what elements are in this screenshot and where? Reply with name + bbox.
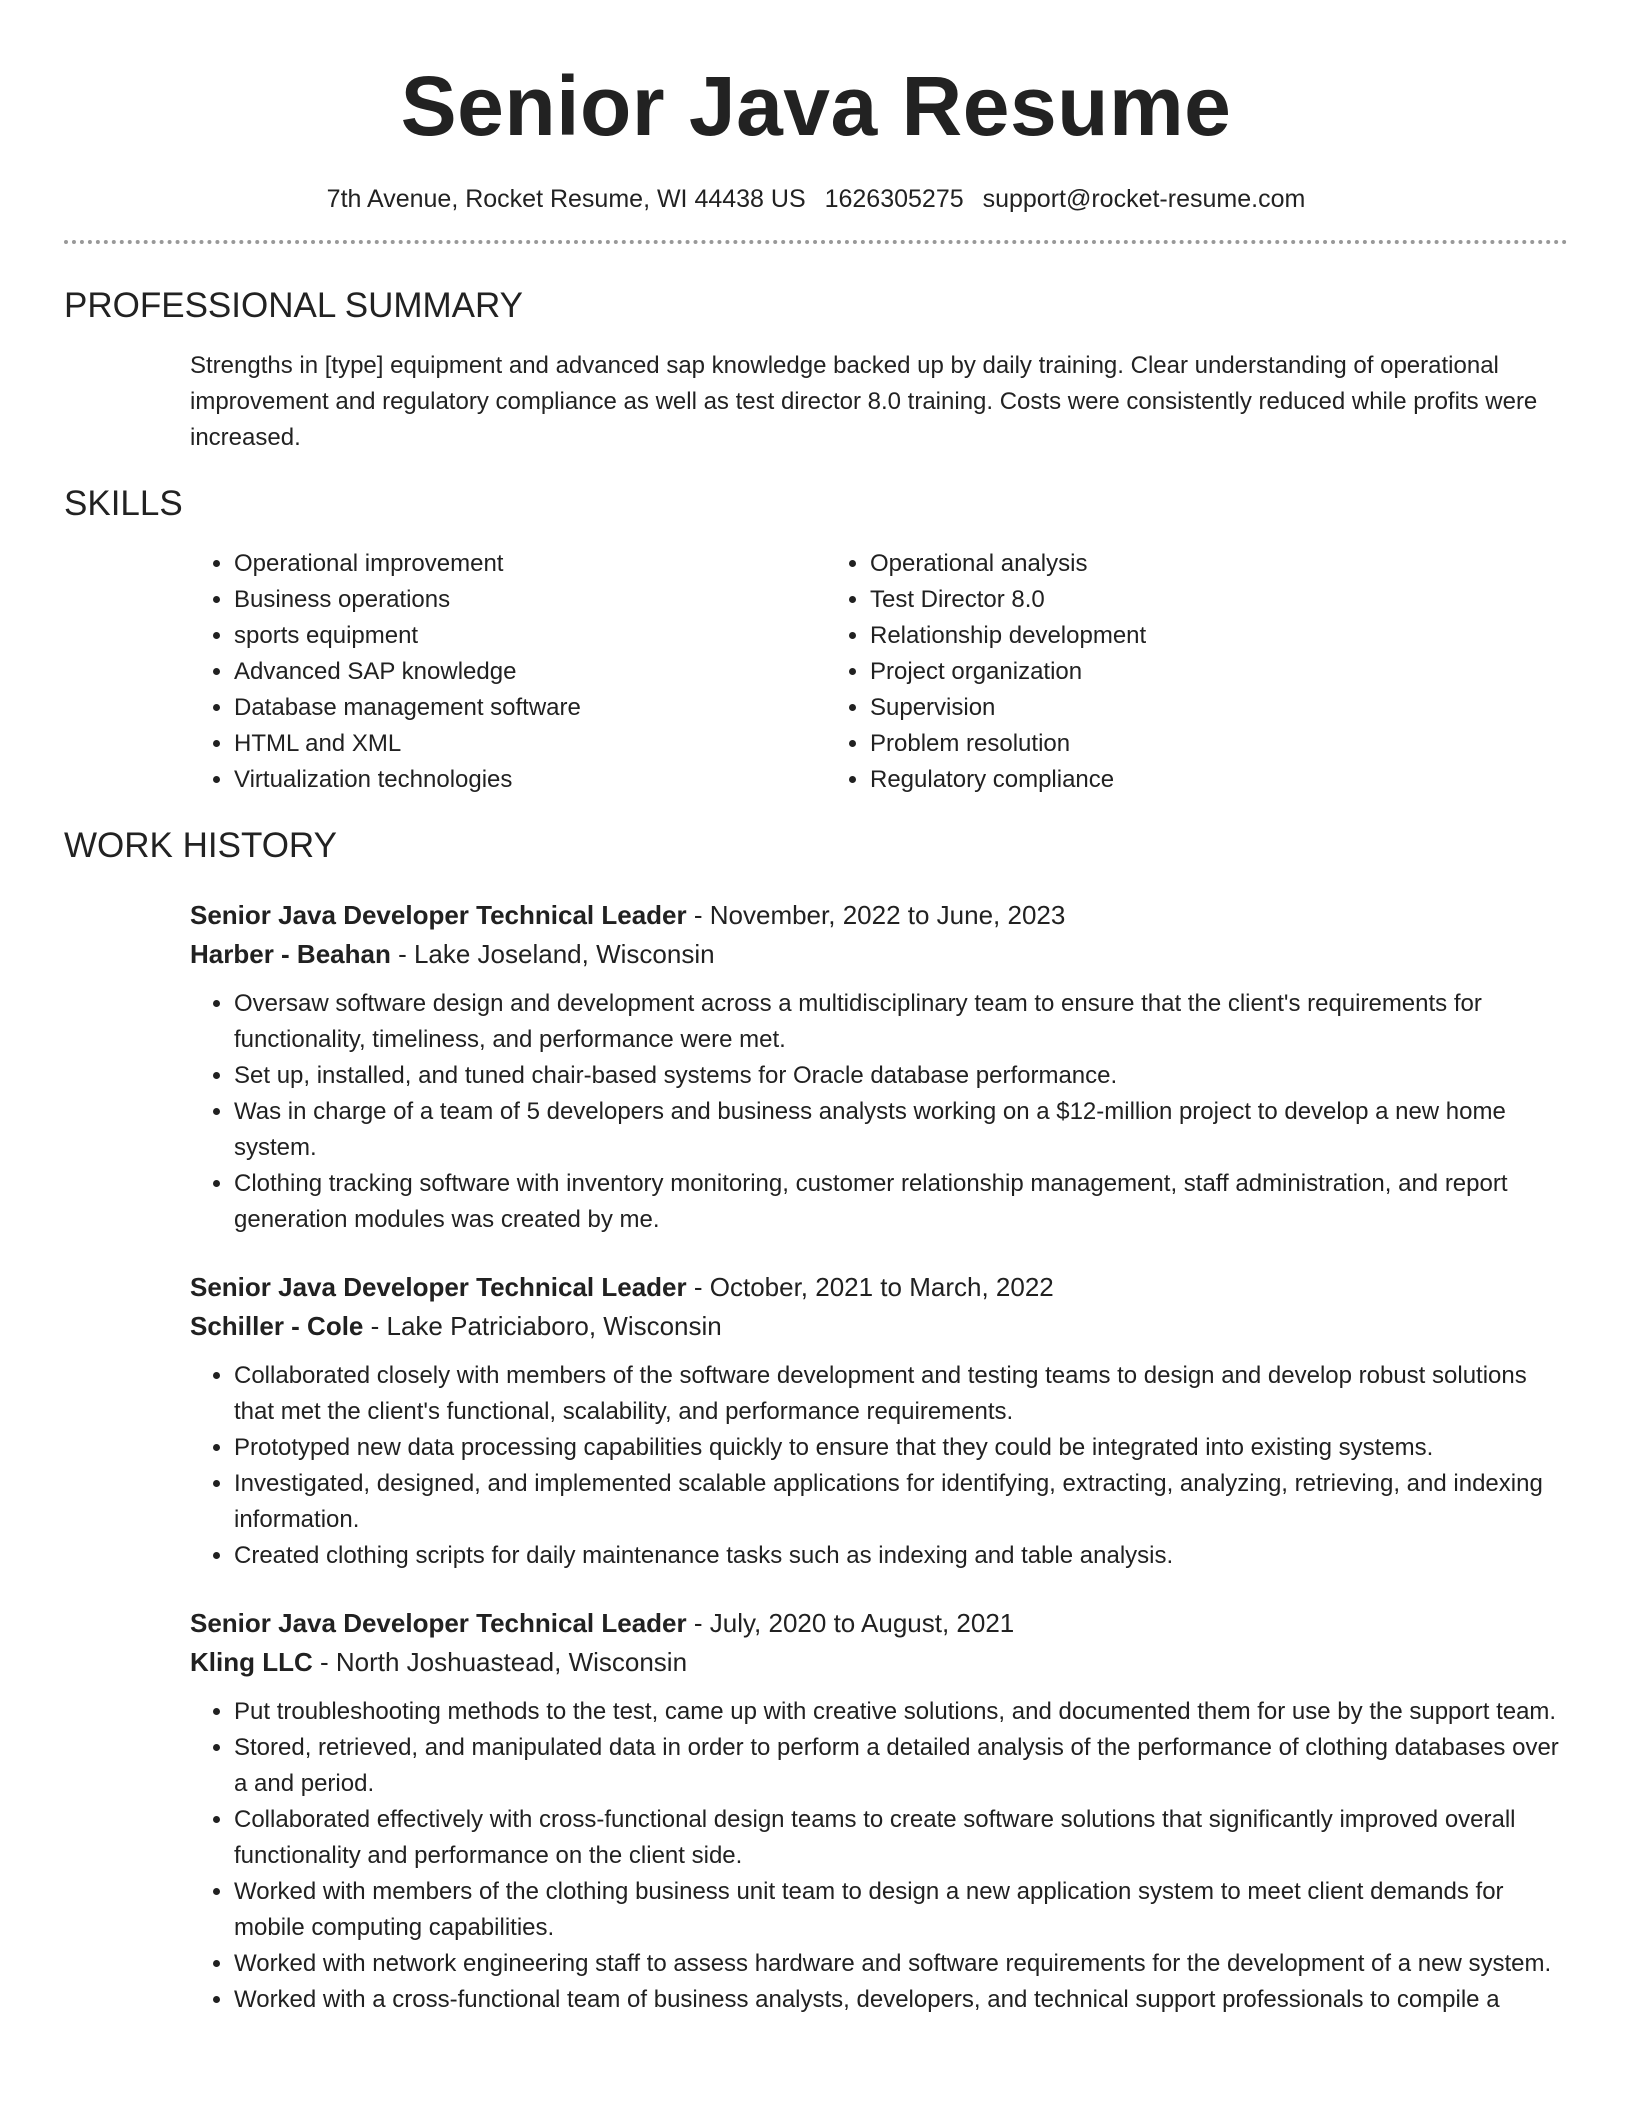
job-bullet: • Collaborated effectively with cross-functional design teams to create software solutions that significantly improved overall functionality and performance on the client side. — [234, 1802, 1568, 1874]
resume-title: Senior Java Resume — [400, 59, 1232, 153]
skill-item: • Relationship development — [870, 618, 1462, 654]
job-role: Senior Java Developer Technical Leader — [190, 1272, 687, 1302]
job-bullet: • Put troubleshooting methods to the test, came up with creative solutions, and documented them for use by the support team. — [234, 1694, 1568, 1730]
skill-item: • Test Director 8.0 — [870, 582, 1462, 618]
skill-item: • Virtualization technologies — [234, 762, 826, 798]
skill-item: • Operational improvement — [234, 546, 826, 582]
job-bullet: • Worked with a cross-functional team of business analysts, developers, and technical support professionals to compile a — [234, 1982, 1568, 2018]
job-location: - North Joshuastead, Wisconsin — [312, 1647, 688, 1677]
job-bullet: • Worked with network engineering staff to assess hardware and software requirements for the development of a new system. — [234, 1946, 1568, 1982]
job-entry — [190, 1604, 1568, 2018]
job-dates: - November, 2022 to June, 2023 — [686, 900, 1066, 930]
skill-item: • Problem resolution — [870, 726, 1462, 762]
contact-email: support@rocket-resume.com — [982, 185, 1306, 213]
job-bullets — [190, 1358, 1568, 1574]
contact-phone: 1626305275 — [824, 185, 964, 213]
header-divider — [64, 240, 1568, 244]
job-title-line — [190, 896, 1568, 934]
job-role: Senior Java Developer Technical Leader — [190, 1608, 687, 1638]
skills-list-right — [826, 546, 1462, 798]
summary-heading: PROFESSIONAL SUMMARY — [64, 286, 523, 325]
skills-list-left — [190, 546, 826, 798]
skill-item: • Advanced SAP knowledge — [234, 654, 826, 690]
job-company-line — [190, 934, 1568, 974]
job-bullet: • Stored, retrieved, and manipulated data in order to perform a detailed analysis of the performance of clothing databases over a and period. — [234, 1730, 1568, 1802]
job-bullet: • Was in charge of a team of 5 developers and business analysts working on a $12-million project to develop a new home system. — [234, 1094, 1568, 1166]
job-bullets — [190, 986, 1568, 1238]
job-title-line — [190, 1604, 1568, 1642]
skill-item: • sports equipment — [234, 618, 826, 654]
job-bullet: • Clothing tracking software with inventory monitoring, customer relationship management, staff administration, and report generation modules was created by me. — [234, 1166, 1568, 1238]
contact-line — [64, 182, 1568, 216]
job-bullet: • Created clothing scripts for daily maintenance tasks such as indexing and table analysis. — [234, 1538, 1568, 1574]
summary-section — [190, 348, 1568, 456]
job-bullet: • Prototyped new data processing capabilities quickly to ensure that they could be integrated into existing systems. — [234, 1430, 1568, 1466]
job-entry — [190, 896, 1568, 1238]
skills-heading: SKILLS — [64, 484, 183, 523]
job-bullet: • Investigated, designed, and implemented scalable applications for identifying, extracting, analyzing, retrieving, and indexing information. — [234, 1466, 1568, 1538]
job-location: - Lake Joseland, Wisconsin — [390, 939, 715, 969]
job-company-line — [190, 1642, 1568, 1682]
skill-item: • Operational analysis — [870, 546, 1462, 582]
job-entry — [190, 1268, 1568, 1574]
job-dates: - October, 2021 to March, 2022 — [686, 1272, 1054, 1302]
skill-item: • Regulatory compliance — [870, 762, 1462, 798]
job-location: - Lake Patriciaboro, Wisconsin — [363, 1311, 722, 1341]
skill-item: • Project organization — [870, 654, 1462, 690]
job-bullet: • Collaborated closely with members of the software development and testing teams to design and develop robust solutions that met the client's functional, scalability, and performance requirements. — [234, 1358, 1568, 1430]
job-bullet: • Set up, installed, and tuned chair-based systems for Oracle database performance. — [234, 1058, 1568, 1094]
job-company-line — [190, 1306, 1568, 1346]
job-company: Schiller - Cole — [190, 1311, 364, 1341]
job-company: Harber - Beahan — [190, 939, 391, 969]
skill-item: • Database management software — [234, 690, 826, 726]
skills-section — [190, 546, 1568, 798]
job-title-line — [190, 1268, 1568, 1306]
work-history-heading: WORK HISTORY — [64, 826, 337, 865]
skill-item: • Supervision — [870, 690, 1462, 726]
contact-address: 7th Avenue, Rocket Resume, WI 44438 US — [326, 185, 806, 213]
work-history-section — [190, 896, 1568, 2018]
resume-header — [64, 0, 1568, 216]
skill-item: • HTML and XML — [234, 726, 826, 762]
job-role: Senior Java Developer Technical Leader — [190, 900, 687, 930]
job-dates: - July, 2020 to August, 2021 — [686, 1608, 1015, 1638]
job-bullet: • Worked with members of the clothing business unit team to design a new application system to meet client demands for mobile computing capabilities. — [234, 1874, 1568, 1946]
job-bullet: • Oversaw software design and development across a multidisciplinary team to ensure that the client's requirements for functionality, timeliness, and performance were met. — [234, 986, 1568, 1058]
skill-item: • Business operations — [234, 582, 826, 618]
job-bullets — [190, 1694, 1568, 2018]
summary-text: Strengths in [type] equipment and advanced sap knowledge backed up by daily training. Clear understanding of operational improvement and regulatory compliance as well as test director 8.0 training. Costs were consistently reduced while profits were increased. — [190, 352, 1538, 451]
job-company: Kling LLC — [190, 1647, 313, 1677]
